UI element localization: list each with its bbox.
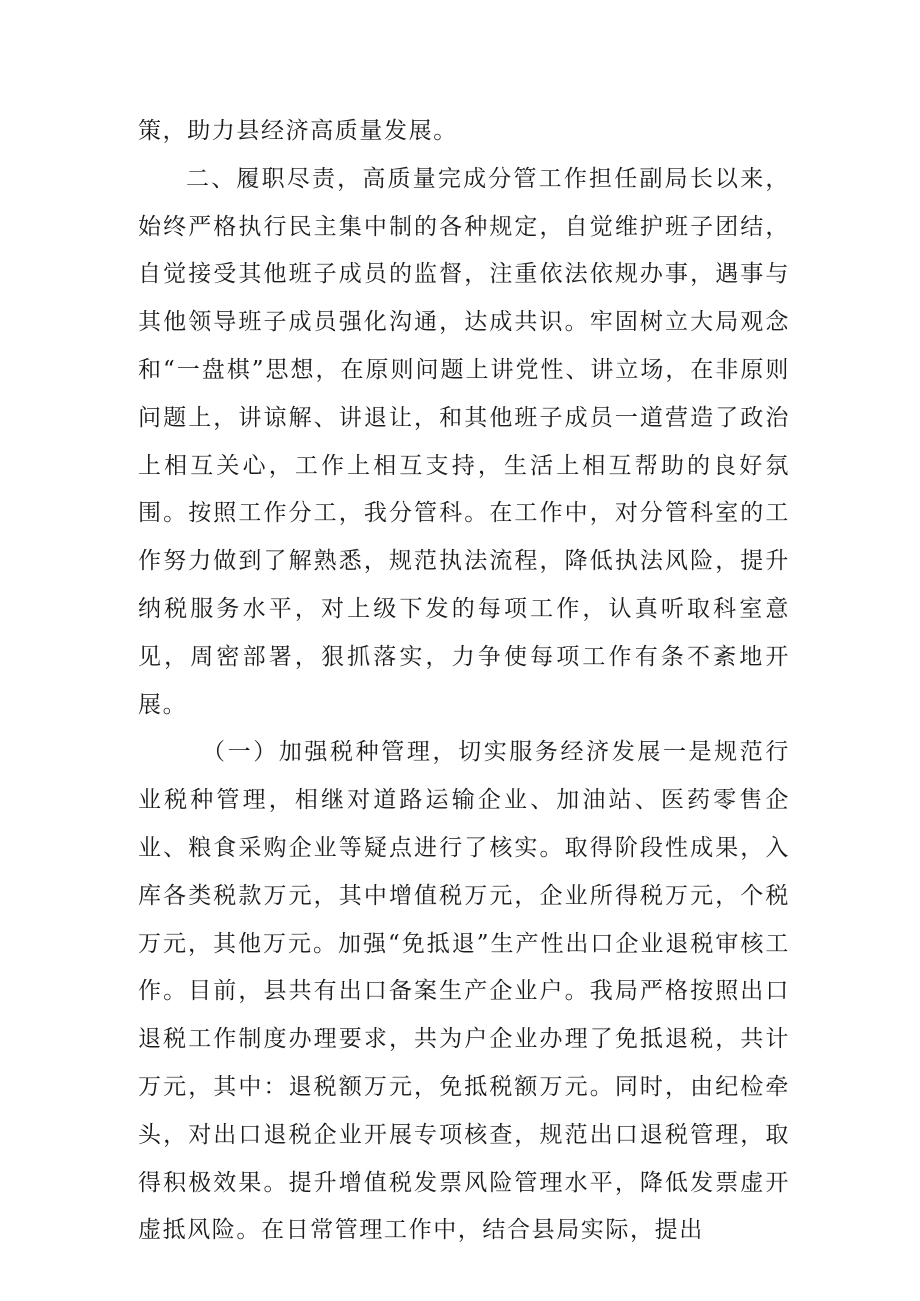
document-body <box>138 108 790 1255</box>
paragraph-section-two: 二、履职尽责，高质量完成分管工作担任副局长以来，始终严格执行民主集中制的各种规定，自觉维护班子团结，自觉接受其他班子成员的监督，注重依法依规办事，遇事与其他领导班子成员强化沟通，达成共识。牢固树立大局观念和“一盘棋”思想，在原则问题上讲党性、讲立场，在非原则问题上，讲谅解、讲退让，和其他班子成员一道营造了政治上相互关心，工作上相互支持，生活上相互帮助的良好氛围。按照工作分工，我分管科。在工作中，对分管科室的工作努力做到了解熟悉，规范执法流程，降低执法风险，提升纳税服务水平，对上级下发的每项工作，认真听取科室意见，周密部署，狠抓落实，力争使每项工作有条不紊地开展。 <box>138 165 790 718</box>
paragraph-continuation: 策，助力县经济高质量发展。 <box>138 118 458 144</box>
paragraph-subsection-one: （一）加强税种管理，切实服务经济发展一是规范行业税种管理，相继对道路运输企业、加油站、医药零售企业、粮食采购企业等疑点进行了核实。取得阶段性成果，入库各类税款万元，其中增值税万元，企业所得税万元，个税万元，其他万元。加强“免抵退”生产性出口企业退税审核工作。目前，县共有出口备案生产企业户。我局严格按照出口退税工作制度办理要求，共为户企业办理了免抵退税，共计万元，其中：退税额万元，免抵税额万元。同时，由纪检牵头，对出口退税企业开展专项核查，规范出口退税管理，取得积极效果。提升增值税发票风险管理水平，降低发票虚开虚抵风险。在日常管理工作中，结合县局实际，提出 <box>138 739 790 1244</box>
